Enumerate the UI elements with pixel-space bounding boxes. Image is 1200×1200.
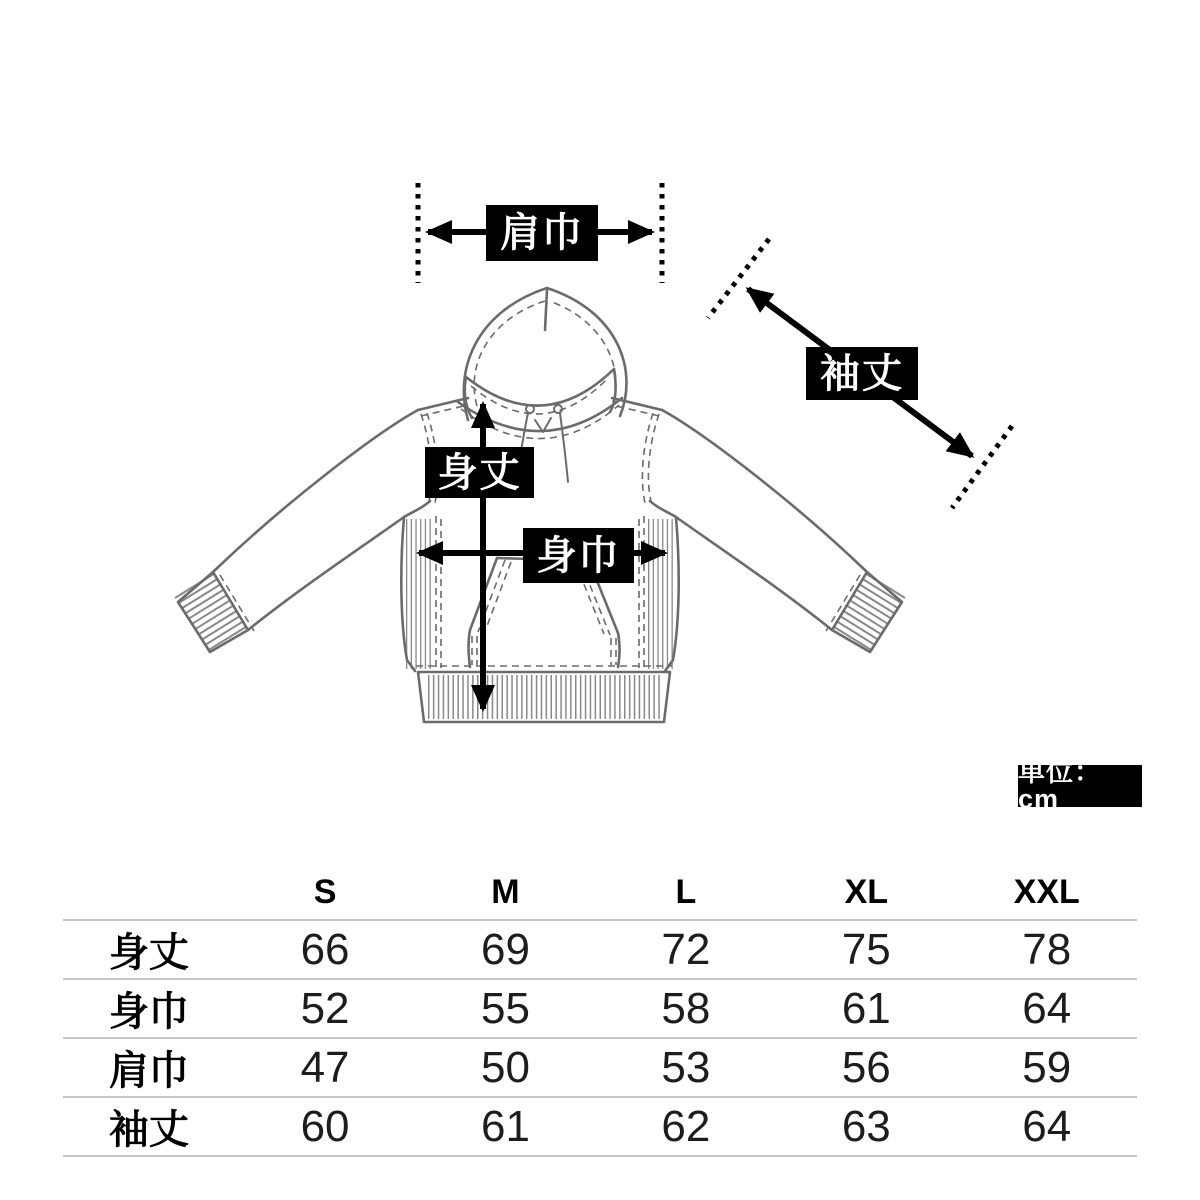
- size-table: [63, 866, 1137, 1157]
- size-value: 66: [300, 924, 350, 974]
- size-value: 69: [480, 924, 530, 974]
- table-row-body-width: [63, 979, 1137, 1038]
- col-header-xxl: XXL: [1013, 873, 1080, 911]
- size-value: 50: [480, 1042, 530, 1092]
- size-value: 75: [841, 924, 891, 974]
- body-length-tag: 身丈: [425, 447, 534, 498]
- table-row-sleeve-length: [63, 1097, 1137, 1156]
- body-width-tag: 身巾: [523, 528, 634, 583]
- col-header-m: M: [491, 873, 520, 911]
- size-value: 58: [661, 983, 711, 1033]
- size-value: 53: [661, 1042, 711, 1092]
- size-value: 60: [300, 1101, 350, 1151]
- size-value: 52: [300, 983, 350, 1033]
- size-value: 64: [1022, 1101, 1072, 1151]
- size-value: 64: [1022, 983, 1072, 1033]
- size-value: 72: [661, 924, 711, 974]
- unit-badge: 単位：cm: [1018, 765, 1142, 807]
- col-header-xl: XL: [844, 873, 889, 911]
- shoulder-width-tag: 肩巾: [486, 205, 598, 261]
- row-label: 身巾: [108, 990, 189, 1034]
- size-value: 62: [661, 1101, 711, 1151]
- size-value: 63: [841, 1101, 891, 1151]
- size-value: 61: [480, 1101, 530, 1151]
- row-label: 肩巾: [108, 1049, 189, 1093]
- size-value: 59: [1022, 1042, 1072, 1092]
- size-table-corner: [63, 866, 235, 920]
- table-row-shoulder-width: [63, 1038, 1137, 1097]
- col-header-l: L: [675, 873, 697, 911]
- col-header-s: S: [313, 873, 337, 911]
- row-label: 袖丈: [108, 1108, 189, 1152]
- hoodie-drawing: [178, 288, 902, 722]
- size-value: 55: [480, 983, 530, 1033]
- size-value: 56: [841, 1042, 891, 1092]
- size-table-header-row: [63, 866, 1137, 920]
- table-row-body-length: [63, 920, 1137, 979]
- row-label: 身丈: [108, 931, 189, 975]
- size-value: 61: [841, 983, 891, 1033]
- size-value: 47: [300, 1042, 350, 1092]
- size-value: 78: [1022, 924, 1072, 974]
- sleeve-length-tag: 袖丈: [806, 347, 918, 400]
